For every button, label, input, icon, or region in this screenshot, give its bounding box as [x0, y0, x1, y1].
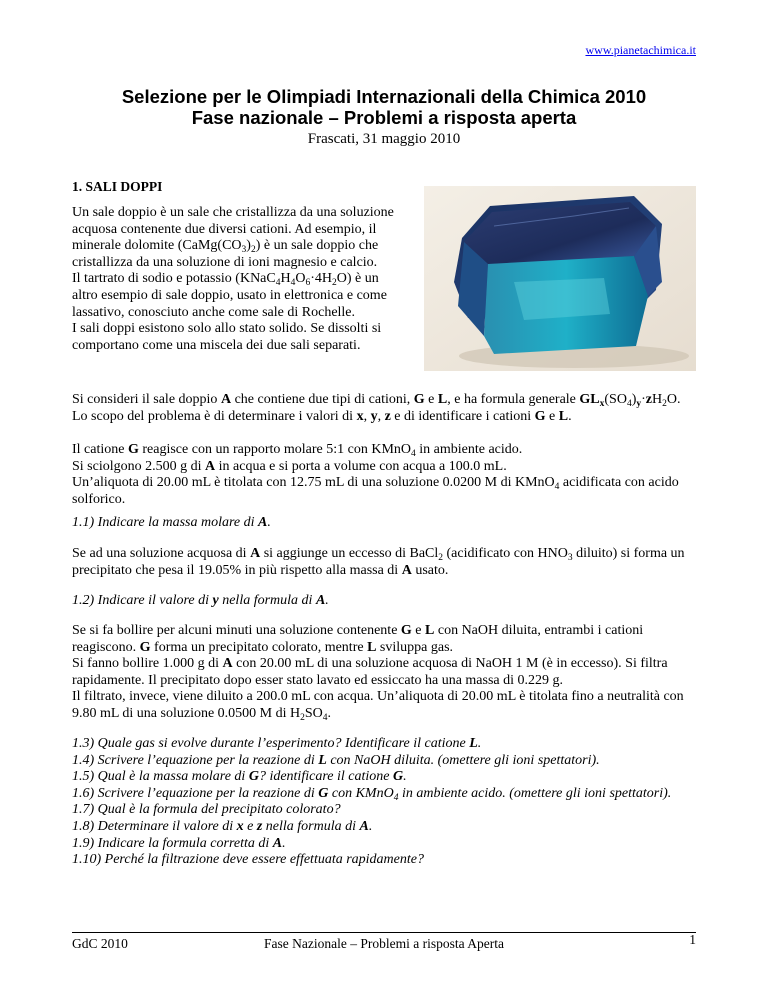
question-1-8: 1.8) Determinare il valore di x e z nella formula di A.	[72, 818, 373, 834]
problem-paragraph-4: Se si fa bollire per alcuni minuti una soluzione contenente G e L con NaOH diluita, entrambi i cationi reagiscono. G forma un precipitato colorato, mentre L sviluppa gas. Si fanno bollire 1.000 g di A con 20.00 mL di una soluzione acquosa di NaOH 1 M (è in eccesso). Si filtra rapidamente. Il precipitato dopo esser stato lavato ed essiccato ha una massa di 0.229 g. Il filtrato, invece, viene diluito a 200.0 mL con acqua. Un’aliquota di 20.00 mL è titolata fino a neutralità con 9.80 mL di una soluzione 0.0500 M di $H_2SO_4$.	[72, 623, 684, 723]
question-1-7: 1.7) Qual è la formula del precipitato colorato?	[72, 802, 341, 818]
intro-paragraph-2: Il tartrato di sodio e potassio $(KNaC_4H_4O_6\cdot 4H_2O)$ è un altro esempio di sale doppio, usato in elettronica e come lassativo, conosciuto anche come sale di Rochelle.	[72, 271, 387, 320]
question-1-3: 1.3) Quale gas si evolve durante l’esperimento? Identificare il catione L.	[72, 736, 482, 751]
intro-text	[72, 205, 402, 354]
question-1-1: 1.1) Indicare la massa molare di A.	[72, 515, 271, 530]
problem-paragraph-2: Il catione G reagisce con un rapporto molare 5:1 con KMnO$_4$ in ambiente acido. Si sciolgono 2.500 g di A in acqua e si porta a volume con acqua a 100.0 mL. Un’aliquota di 20.00 mL è titolata con 12.75 mL di una soluzione 0.0200 M di KMnO$_4$ acidificata con acido solforico.	[72, 442, 679, 507]
intro-paragraph-1: Un sale doppio è un sale che cristallizza da una soluzione acquosa contenente due diversi cationi. Ad esempio, il minerale dolomite $(CaMg(CO_3)_2)$ è un sale doppio che cristallizza da una soluzione di ioni magnesio e calcio.	[72, 205, 394, 270]
problem-goal: Lo scopo del problema è di determinare i valori di x, y, z e di identificare i cationi G e L.	[72, 408, 572, 424]
question-1-9: 1.9) Indicare la formula corretta di A.	[72, 835, 286, 851]
section-heading: 1. SALI DOPPI	[72, 179, 163, 194]
question-1-10: 1.10) Perché la filtrazione deve essere effettuata rapidamente?	[72, 852, 424, 868]
footer-divider	[72, 932, 696, 933]
question-1-6: 1.6) Scrivere l’equazione per la reazione di G con KMnO$_4$ in ambiente acido. (omettere gli ioni spettatori).	[72, 785, 672, 803]
question-1-5: 1.5) Qual è la massa molare di G? identificare il catione G.	[72, 769, 407, 785]
question-1-4: 1.4) Scrivere l’equazione per la reazione di L con NaOH diluita. (omettere gli ioni spettatori).	[72, 752, 600, 768]
crystal-photo	[424, 186, 696, 371]
document-subtitle: Fase nazionale – Problemi a risposta aperta	[191, 107, 577, 128]
question-1-2: 1.2) Indicare il valore di y nella formula di A.	[72, 593, 329, 608]
document-title: Selezione per le Olimpiadi Internazionali della Chimica 2010	[121, 86, 647, 107]
footer-left: GdC 2010	[72, 936, 128, 951]
footer-title: Fase Nazionale – Problemi a risposta Aperta	[264, 936, 504, 951]
document-date: Frascati, 31 maggio 2010	[307, 131, 461, 147]
page-number: 1	[689, 932, 696, 947]
intro-paragraph-3: I sali doppi esistono solo allo stato solido. Se dissolti si comportano come una miscela dei due sali separati.	[72, 321, 382, 353]
site-link[interactable]: www.pianetachimica.it	[585, 43, 696, 57]
problem-paragraph-3: Se ad una soluzione acquosa di A si aggiunge un eccesso di BaCl$_2$ (acidificato con $HNO_3$ diluito) si forma un precipitato che pesa il 19.05% in più rispetto alla massa di A usato.	[72, 546, 685, 578]
question-list	[72, 736, 704, 869]
problem-paragraph-1: Si consideri il sale doppio A che contiene due tipi di cationi, G e L, e ha formula generale $GL_x(SO_4)_y\cdot zH_2O$. Lo scopo del problema è di determinare i valori di x, y, z e di identificare i cationi G e L.	[72, 392, 704, 425]
